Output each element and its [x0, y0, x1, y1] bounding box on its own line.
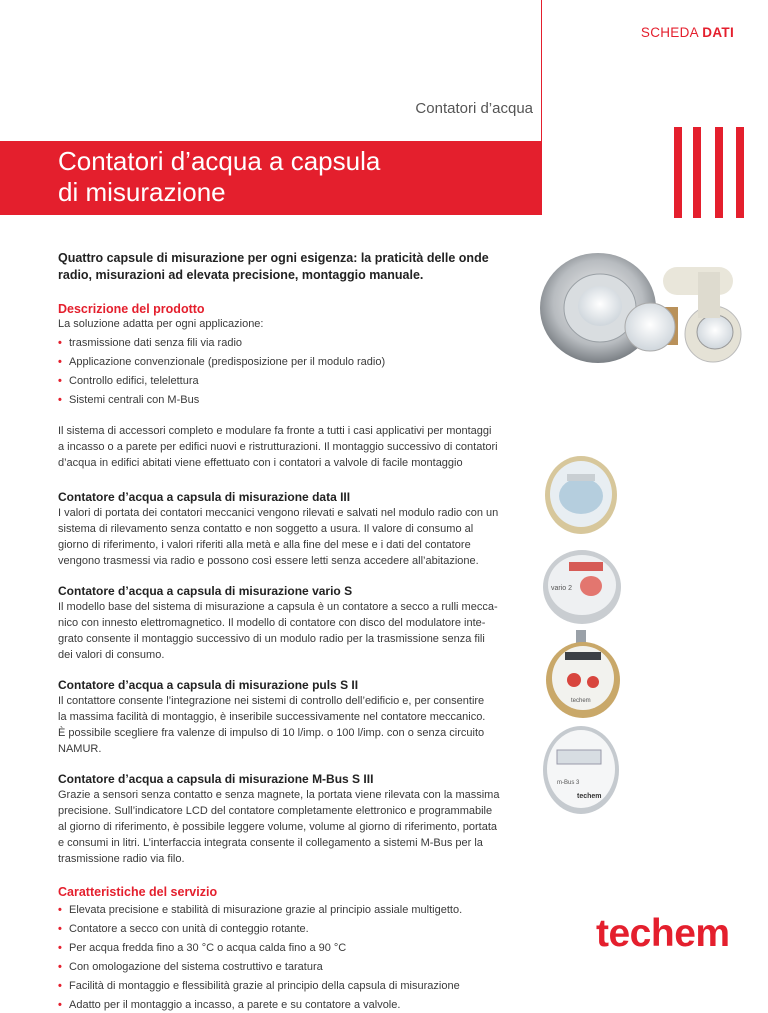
section-vario-s: Contatore d’acqua a capsula di misurazione vario S Il modello base del sistema di misurazione a capsula è un contatore a secco a rulli mecca- nico con innesto elettromagnetico. Il modello di contatore con disco del modulatore inte- grato consente il montaggio successivo di un modulo radio per la trasmissione senza fili dei valori di consumo.: [58, 583, 530, 663]
application-list: [58, 335, 530, 408]
section-puls-s-ii: Contatore d’acqua a capsula di misurazione puls S II Il contattore consente l’integrazione nei sistemi di controllo dell’edificio e, per consentire la massima facilità di montaggio, è inseribile successivamente nel contatore meccanico. È possibile scegliere fra valenze di impulso di 10 l/imp. o 100 l/imp. con o senza circuito NAMUR.: [58, 677, 530, 757]
list-item: • Elevata precisione e stabilità di misurazione grazie al principio assiale multigetto.: [58, 902, 530, 918]
decorative-bars: [674, 127, 744, 218]
category-label: Contatori d’acqua: [415, 100, 533, 117]
list-item: • Con omologazione del sistema costruttivo e taratura: [58, 959, 530, 975]
features-heading: Caratteristiche del servizio: [58, 885, 218, 899]
list-item: • Per acqua fredda fino a 30 °C o acqua calda fino a 90 °C: [58, 940, 530, 956]
section-title: Contatore d’acqua a capsula di misurazione M-Bus S III: [58, 772, 374, 786]
m-bus-s-meter-image: [543, 726, 619, 814]
list-item: • Adatto per il montaggio a incasso, a parete e su contatore a valvole.: [58, 997, 530, 1013]
list-item: • Controllo edifici, telelettura: [58, 373, 530, 389]
list-item: • Facilità di montaggio e flessibilità grazie al principio della capsula di misurazione: [58, 978, 530, 994]
meter-group-image: [538, 252, 743, 364]
main-content: [58, 250, 530, 1013]
section-title: Contatore d’acqua a capsula di misurazione vario S: [58, 584, 353, 598]
list-item: • Contatore a secco con unità di conteggio rotante.: [58, 921, 530, 937]
list-item: • trasmissione dati senza fili via radio: [58, 335, 530, 351]
techem-logo: techem: [596, 912, 730, 955]
puls-s-meter-image: [546, 630, 620, 718]
description-lead: La soluzione adatta per ogni applicazione:: [58, 318, 264, 330]
data-iii-meter-image: [545, 456, 617, 534]
intro-text: Quattro capsule di misurazione per ogni esigenza: la praticità delle onde radio, misurazioni ad elevata precisione, montaggio manuale.: [58, 251, 489, 282]
mbus-label: m-Bus 3: [557, 780, 580, 786]
description-heading: Descrizione del prodotto: [58, 302, 205, 316]
list-item: • Sistemi centrali con M-Bus: [58, 392, 530, 408]
vario-s-meter-image: [543, 550, 621, 624]
header-divider-line: [541, 0, 542, 141]
description-paragraph: Il sistema di accessori completo e modulare fa fronte a tutti i casi applicativi per montaggi a incasso o a parete per edifici nuovi e ristrutturazioni. Il montaggio successivo di contatori d’acqua in edifici abitati viene effettuato con i contatori a valvole di facile montaggio: [58, 425, 498, 469]
page-title: Contatori d’acqua a capsula di misurazione: [58, 146, 381, 207]
mbus-brand: techem: [577, 793, 602, 800]
section-title: Contatore d’acqua a capsula di misurazione puls S II: [58, 678, 359, 692]
features-list: [58, 902, 530, 1013]
section-m-bus-s-iii: Contatore d’acqua a capsula di misurazione M-Bus S III Grazie a sensori senza contatto e senza magnete, la portata viene rilevata con la massima precisione. Sull’indicatore LCD del contatore completamente elettronico e programmabile al giorno di riferimento, è possibile leggere volume, volume al giorno di riferimento, portata e consumi in litri. L’interfaccia integrata consente il collegamento a sistemi M-Bus per la trasmissione radio via filo.: [58, 771, 530, 867]
section-title: Contatore d’acqua a capsula di misurazione data III: [58, 490, 351, 504]
document-type-label: SCHEDA DATI: [640, 25, 734, 40]
puls-label: techem: [571, 698, 591, 704]
list-item: • Applicazione convenzionale (predisposizione per il modulo radio): [58, 354, 530, 370]
section-data-iii: Contatore d’acqua a capsula di misurazione data III I valori di portata dei contatori meccanici vengono rilevati e salvati nel modulo radio con un sistema di rilevamento senza contatto e non soggetto a usura. Il valore di consumo al giorno di riferimento, i valori riferiti alla metà e alla fine del mese e i dati del contatore vengono trasmessi via radio e possono così essere letti senza accedere all’abitazione.: [58, 489, 530, 569]
vario-label: vario 2: [551, 585, 573, 592]
